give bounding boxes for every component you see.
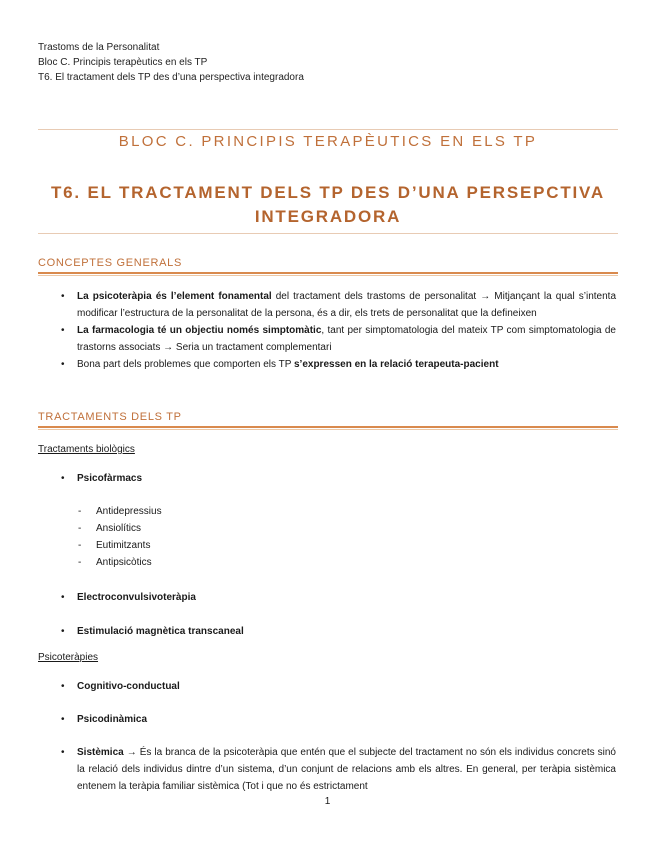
- item-text: del tractament dels trastoms de personalitat → Mitjançant la qual s’intenta modificar l’estructura de la personalitat de la persona, és a dir, els trets de personalitat que la defineixen: [77, 291, 617, 319]
- header-line-2: Bloc C. Principis terapèutics en els TP: [38, 57, 208, 68]
- bullet-icon: •: [61, 681, 65, 692]
- list-item-estimulacio: [57, 623, 616, 640]
- page-number: 1: [324, 796, 331, 807]
- dash-item-eutimitzants: [78, 540, 150, 551]
- dash-icon: -: [78, 506, 82, 517]
- dash-icon: -: [78, 523, 82, 534]
- section-underline-light: [38, 275, 618, 276]
- bullet-icon: •: [61, 359, 65, 370]
- item-text: Bona part dels problemes que comporten els TP: [77, 359, 294, 370]
- running-header: [38, 40, 304, 85]
- bullet-icon: •: [61, 291, 65, 302]
- list-item-psicodinamica: [57, 711, 616, 728]
- bullet-icon: •: [61, 592, 65, 603]
- list-item-psicofarmacs: [57, 470, 616, 487]
- list-item: [57, 356, 616, 373]
- dash-item-text: Eutimitzants: [96, 540, 151, 551]
- item-bold-text: Sistèmica: [77, 747, 124, 758]
- header-line-1: Trastoms de la Personalitat: [38, 42, 160, 53]
- dash-item-ansiolitics: [78, 523, 141, 534]
- list-item-sistemica: [57, 744, 616, 795]
- bullet-icon: •: [61, 714, 65, 725]
- bullet-icon: •: [61, 747, 65, 758]
- dash-icon: -: [78, 540, 82, 551]
- dash-item-text: Ansiolítics: [96, 523, 142, 534]
- dash-item-text: Antidepressius: [96, 506, 162, 517]
- section-heading-text: TRACTAMENTS DELS TP: [38, 411, 182, 423]
- section-underline: [38, 426, 618, 428]
- dash-item-text: Antipsicòtics: [96, 557, 152, 568]
- section-heading-tractaments: [38, 411, 618, 423]
- dash-item-antipsicotics: [78, 557, 152, 568]
- list-item: [57, 322, 616, 356]
- item-bold-text: Cognitivo-conductual: [77, 681, 180, 692]
- subheading-psicoterapies: Psicoteràpies: [38, 652, 99, 663]
- item-bold-text: Electroconvulsivoteràpia: [77, 592, 196, 603]
- item-text: → És la branca de la psicoteràpia que entén que el subjecte del tractament no són els individus concrets sinó la relació dels individus dintre d’un sistema, d’un conjunt de relacions amb els altres. En general, per teràpia sistèmica entenem la teràpia familiar sistèmica (Tot i que no és estrictament: [77, 747, 616, 792]
- list-item-cognitivo: [57, 678, 616, 695]
- section-underline-light: [38, 429, 618, 430]
- title-rule-top: [38, 129, 618, 130]
- topic-title: T6. EL TRACTAMENT DELS TP DES D’UNA PERSEPCTIVA INTEGRADORA: [50, 183, 606, 226]
- section-heading-conceptes: [38, 257, 618, 269]
- list-item-electro: [57, 589, 616, 606]
- item-bold-text: Psicofàrmacs: [77, 473, 143, 484]
- section-heading-text: CONCEPTES GENERALS: [38, 257, 183, 269]
- item-bold-text: La farmacologia té un objectiu només simptomàtic: [77, 325, 322, 336]
- dash-item-antidepressius: [78, 506, 162, 517]
- title-rule-bottom: [38, 233, 618, 234]
- bloc-title: BLOC C. PRINCIPIS TERAPÈUTICS EN ELS TP: [118, 133, 538, 150]
- bullet-icon: •: [61, 325, 65, 336]
- bullet-icon: •: [61, 626, 65, 637]
- item-bold-text: La psicoteràpia és l’element fonamental: [77, 291, 272, 302]
- section-underline: [38, 272, 618, 274]
- list-item: [57, 288, 616, 322]
- subheading-biologics: Tractaments biològics: [38, 444, 135, 455]
- header-line-3: T6. El tractament dels TP des d’una perspectiva integradora: [38, 72, 304, 83]
- item-bold-text: Psicodinàmica: [77, 714, 148, 725]
- item-bold-text: Estimulació magnètica transcaneal: [77, 626, 244, 637]
- item-text: , tant per simptomatologia del mateix TP com simptomatologia de trastorns associats → Seria un tractament complementari: [77, 325, 616, 353]
- dash-icon: -: [78, 557, 82, 568]
- conceptes-list: [57, 288, 616, 373]
- bullet-icon: •: [61, 473, 65, 484]
- item-bold-text: s’expressen en la relació terapeuta-pacient: [293, 359, 499, 370]
